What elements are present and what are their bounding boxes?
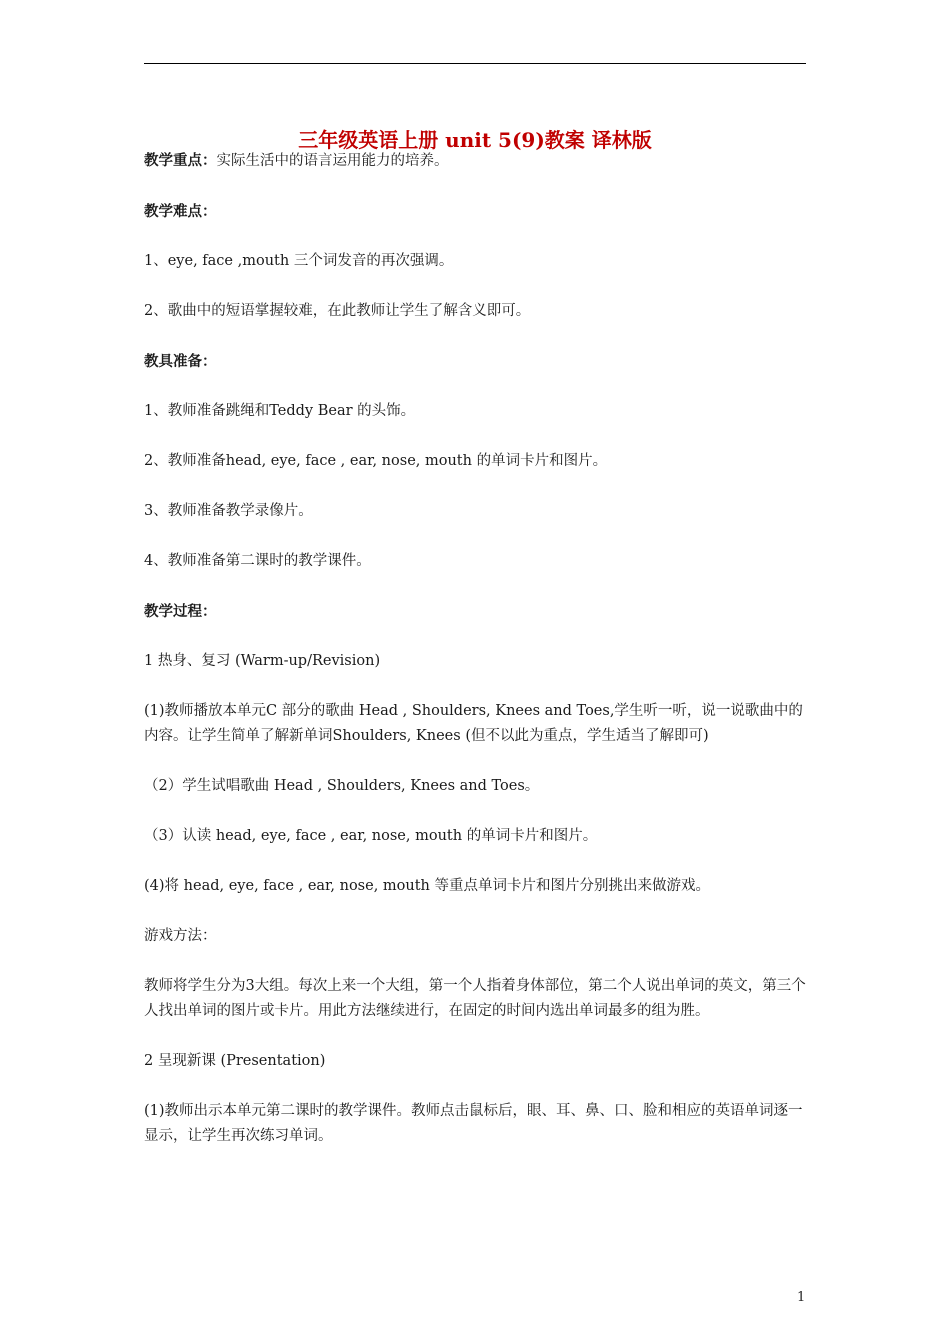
teaching-focus-text: 实际生活中的语言运用能力的培养。 [216,153,449,169]
prep-item: 1、教师准备跳绳和Teddy Bear 的头饰。 [144,403,416,419]
difficulty-item: 1、eye, face ,mouth 三个词发音的再次强调。 [144,253,454,269]
warmup-step: (1)教师播放本单元C 部分的歌曲 Head , Shoulders, Knees and Toes,学生听一听，说一说歌曲中的内容。让学生简单了解新单词Shoulders, Knees (但不以此为重点，学生适当了解即可) [144,703,803,744]
document-title: 三年级英语上册 unit 5(9)教案 译林版 [298,128,652,152]
prep-item: 4、教师准备第二课时的教学课件。 [144,553,371,569]
teaching-process-label: 教学过程： [144,603,217,620]
warmup-step: (4)将 head, eye, face , ear, nose, mouth 等重点单词卡片和图片分别挑出来做游戏。 [144,878,711,894]
teaching-focus-label: 教学重点： [144,152,217,169]
page-number: 1 [797,1290,806,1305]
game-method-label: 游戏方法： [144,928,217,944]
presentation-heading: 2 呈现新课 (Presentation) [144,1053,326,1069]
warmup-step: （3）认读 head, eye, face , ear, nose, mouth 的单词卡片和图片。 [144,828,598,844]
game-method-text: 教师将学生分为3大组。每次上来一个大组，第一个人指着身体部位，第二个人说出单词的英文，第三个人找出单词的图片或卡片。用此方法继续进行，在固定的时间内选出单词最多的组为胜。 [144,978,806,1019]
document-body [144,148,808,1149]
warmup-step: （2）学生试唱歌曲 Head , Shoulders, Knees and Toes。 [144,778,540,794]
prep-item: 3、教师准备教学录像片。 [144,503,313,519]
teaching-prep-label: 教具准备： [144,353,217,370]
presentation-step: (1)教师出示本单元第二课时的教学课件。教师点击鼠标后，眼、耳、鼻、口、脸和相应的英语单词逐一显示，让学生再次练习单词。 [144,1103,803,1144]
header-rule [144,63,806,64]
teaching-difficulty-label: 教学难点： [144,203,217,220]
prep-item: 2、教师准备head, eye, face , ear, nose, mouth 的单词卡片和图片。 [144,453,608,469]
warmup-heading: 1 热身、复习 (Warm-up/Revision) [144,653,381,669]
difficulty-item: 2、歌曲中的短语掌握较难，在此教师让学生了解含义即可。 [144,303,531,319]
teaching-focus [144,148,808,174]
